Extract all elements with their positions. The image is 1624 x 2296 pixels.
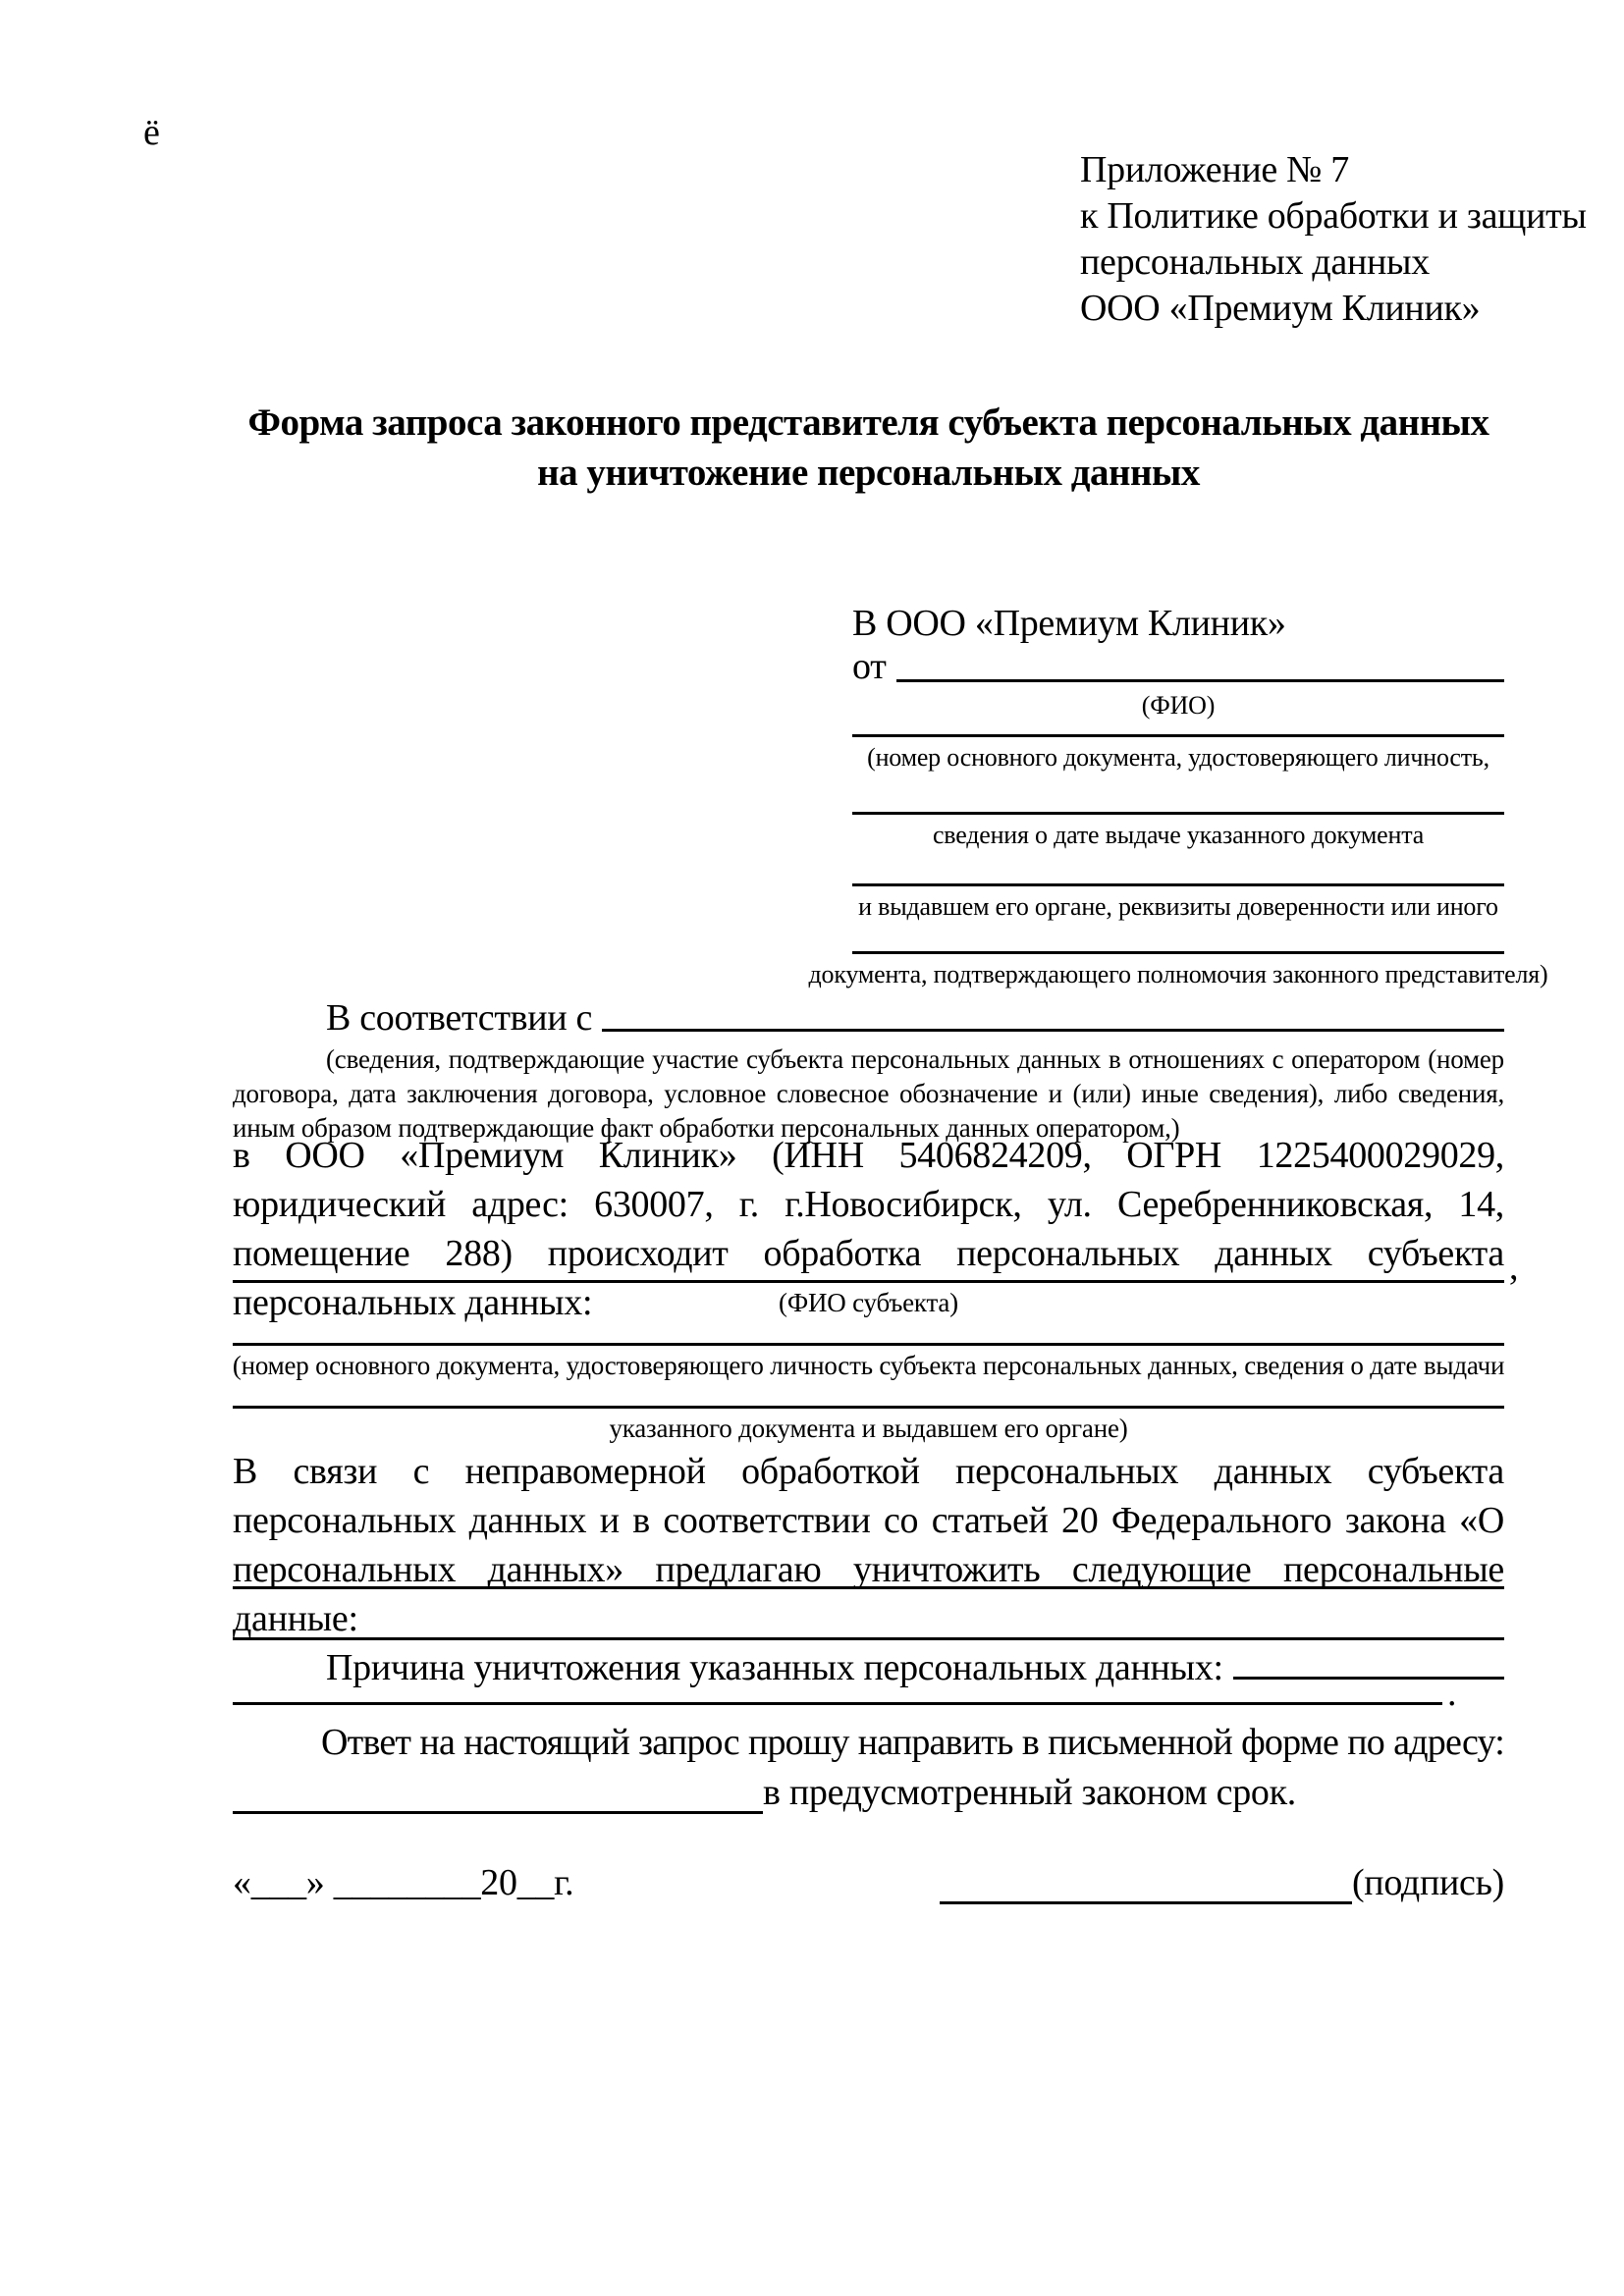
representative-doc-caption-1: (номер основного документа, удостоверяющего личность, [867,743,1489,772]
stray-character: ё [143,112,160,153]
appendix-line-4: ООО «Премиум Клиник» [1080,288,1481,329]
title-line-1: Форма запроса законного представителя субъекта персональных данных [247,401,1489,444]
from-label: от [852,646,887,687]
addressee-block [808,601,1548,989]
fio-caption: (ФИО) [1141,691,1216,720]
accordance-row [233,995,1504,1037]
appendix-line-2: к Политике обработки и защиты [1080,195,1587,237]
reason-blank-line [1233,1645,1504,1680]
fio-blank-line [896,644,1504,682]
representative-doc-caption-3: и выдавшем его органе, реквизиты доверенности или иного [858,892,1498,921]
subject-doc-blank-line-2 [233,1406,1504,1409]
blank-line [852,922,1504,954]
reply-request-line: Ответ на настоящий запрос прошу направить в письменной форме по адресу: [321,1722,1504,1763]
reason-lead: Причина уничтожения указанных персональных данных: [326,1647,1223,1688]
subject-doc-caption-2: указанного документа и выдавшем его органе) [609,1414,1128,1443]
accordance-note: (сведения, подтверждающие участие субъекта персональных данных в отношениях с оператором (номер договора, дата заключения договора, условное словесное обозначение и (или) иные сведения), либо сведения, иным образом подтверждающие факт обработки персональных данных оператором,) [233,1044,1504,1143]
address-blank-line [233,1772,763,1814]
accordance-blank-line [602,995,1504,1032]
subject-fio-caption: (ФИО субъекта) [779,1288,958,1317]
document-title [233,398,1504,498]
subject-doc-blank-line-1 [233,1343,1504,1346]
appendix-header [1080,147,1587,332]
blank-line [852,721,1504,737]
subject-doc-caption-1: (номер основного документа, удостоверяющего личность субъекта персональных данных, сведения о дате выдачи [232,1351,1505,1380]
operator-paragraph: в ООО «Премиум Клиник» (ИНН 5406824209, ОГРН 1225400029029, юридический адрес: 630007, г. г.Новосибирск, ул. Серебренниковская, 14, помещение 288) происходит обработка персональных данных субъекта персональных данных: [233,1135,1504,1323]
accordance-lead: В соответствии с [326,997,593,1039]
unlawful-paragraph: В связи с неправомерной обработкой персональных данных субъекта персональных данных и в соответствии со статьей 20 Федерального закона «О персональных данных» предлагаю уничтожить следующие персональные данные: [233,1451,1504,1639]
trailing-period: . [1447,1673,1457,1714]
appendix-line-1: Приложение № 7 [1080,149,1350,190]
signature-caption: (подпись) [1351,1862,1504,1903]
trailing-comma: , [1509,1247,1519,1288]
reply-tail-text: в предусмотренный законом срок. [763,1772,1296,1813]
data-blank-line-1 [233,1586,1504,1589]
signature-group [940,1861,1504,1904]
footer-row [233,1861,1504,1904]
addressee-org: В ООО «Премиум Клиник» [852,603,1286,644]
from-row [852,644,1504,687]
blank-line [852,773,1504,815]
appendix-line-3: персональных данных [1080,241,1430,283]
blank-line [852,850,1504,886]
signature-blank-line [940,1866,1352,1904]
date-blank-text: «___» ________20__г. [233,1862,574,1903]
data-blank-line-2 [233,1637,1504,1640]
representative-doc-caption-2: сведения о дате выдаче указанного документа [932,821,1425,849]
reason-blank-line-2 [233,1702,1442,1705]
title-line-2: на уничтожение персональных данных [537,452,1200,494]
representative-doc-caption-4: документа, подтверждающего полномочия законного представителя) [808,960,1548,988]
reason-row [233,1645,1504,1688]
subject-fio-blank-line [233,1280,1504,1283]
reply-tail-row [233,1771,1504,1814]
